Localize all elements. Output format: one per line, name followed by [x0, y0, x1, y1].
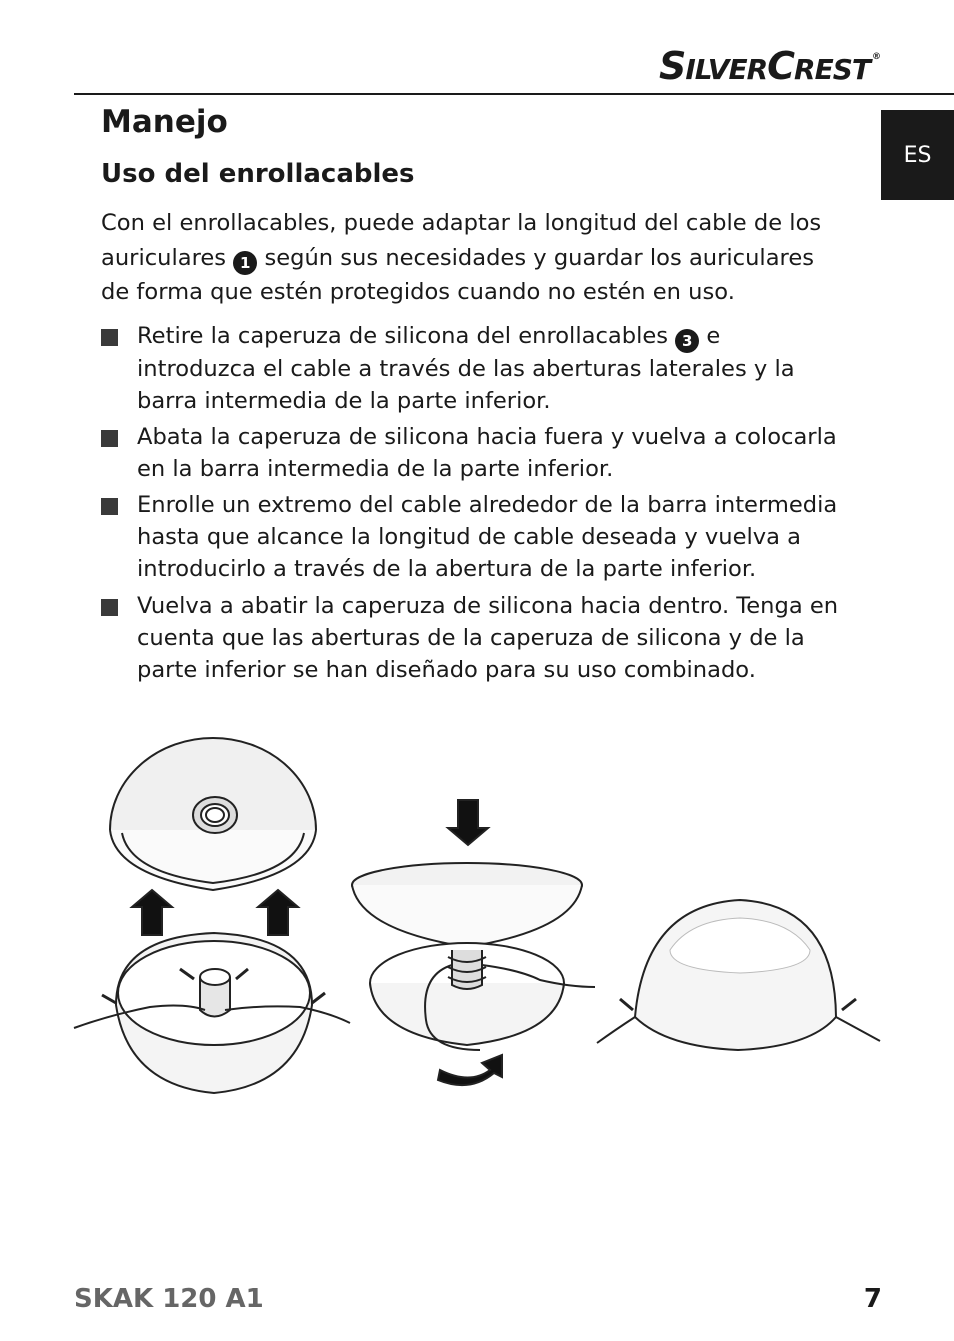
- bullet-square-icon: [101, 599, 118, 616]
- arrow-down-icon: [448, 800, 488, 845]
- winder-closed: [597, 900, 880, 1050]
- number-badge-3: 3: [675, 329, 699, 353]
- header-rule: [74, 93, 954, 95]
- bullet-square-icon: [101, 329, 118, 346]
- language-tab: ES: [881, 110, 954, 200]
- bullet-square-icon: [101, 430, 118, 447]
- intro-paragraph: Con el enrollacables, puede adaptar la longitud del cable de los auriculares 1 según sus necesidades y guardar los auriculares de forma que estén protegidos cuando no estén en uso.: [101, 210, 822, 305]
- winder-base-open: [74, 933, 350, 1093]
- list-item: Vuelva a abatir la caperuza de silicona hacia dentro. Tenga en cuenta que las aberturas de la caperuza de silicona y de la parte inferior se han diseñado para su uso combinado.: [101, 590, 841, 686]
- rotate-arrow-icon: [438, 1055, 502, 1085]
- page-number: 7: [863, 1284, 882, 1314]
- list-item: Retire la caperuza de silicona del enrollacables 3 e introduzca el cable a través de las aberturas laterales y la barra intermedia de la parte inferior.: [101, 320, 841, 417]
- section-title: Manejo: [101, 104, 228, 140]
- number-badge-1: 1: [233, 251, 257, 275]
- bullet-square-icon: [101, 498, 118, 515]
- arrow-up-icon: [258, 890, 298, 935]
- silicone-cap-lifted: [110, 738, 316, 890]
- arrow-up-icon: [132, 890, 172, 935]
- cable-winder-illustration: [70, 725, 885, 1105]
- winder-assembly-wrapping: [352, 863, 595, 1085]
- brand-logo: SILVERCREST ®: [659, 44, 880, 88]
- list-item: Abata la caperuza de silicona hacia fuera y vuelva a colocarla en la barra intermedia de la parte inferior.: [101, 421, 841, 485]
- list-item: Enrolle un extremo del cable alrededor de la barra intermedia hasta que alcance la longitud de cable deseada y vuelva a introducirlo a través de la abertura de la parte inferior.: [101, 489, 841, 585]
- section-subtitle: Uso del enrollacables: [101, 159, 415, 189]
- footer-model-number: SKAK 120 A1: [74, 1284, 264, 1314]
